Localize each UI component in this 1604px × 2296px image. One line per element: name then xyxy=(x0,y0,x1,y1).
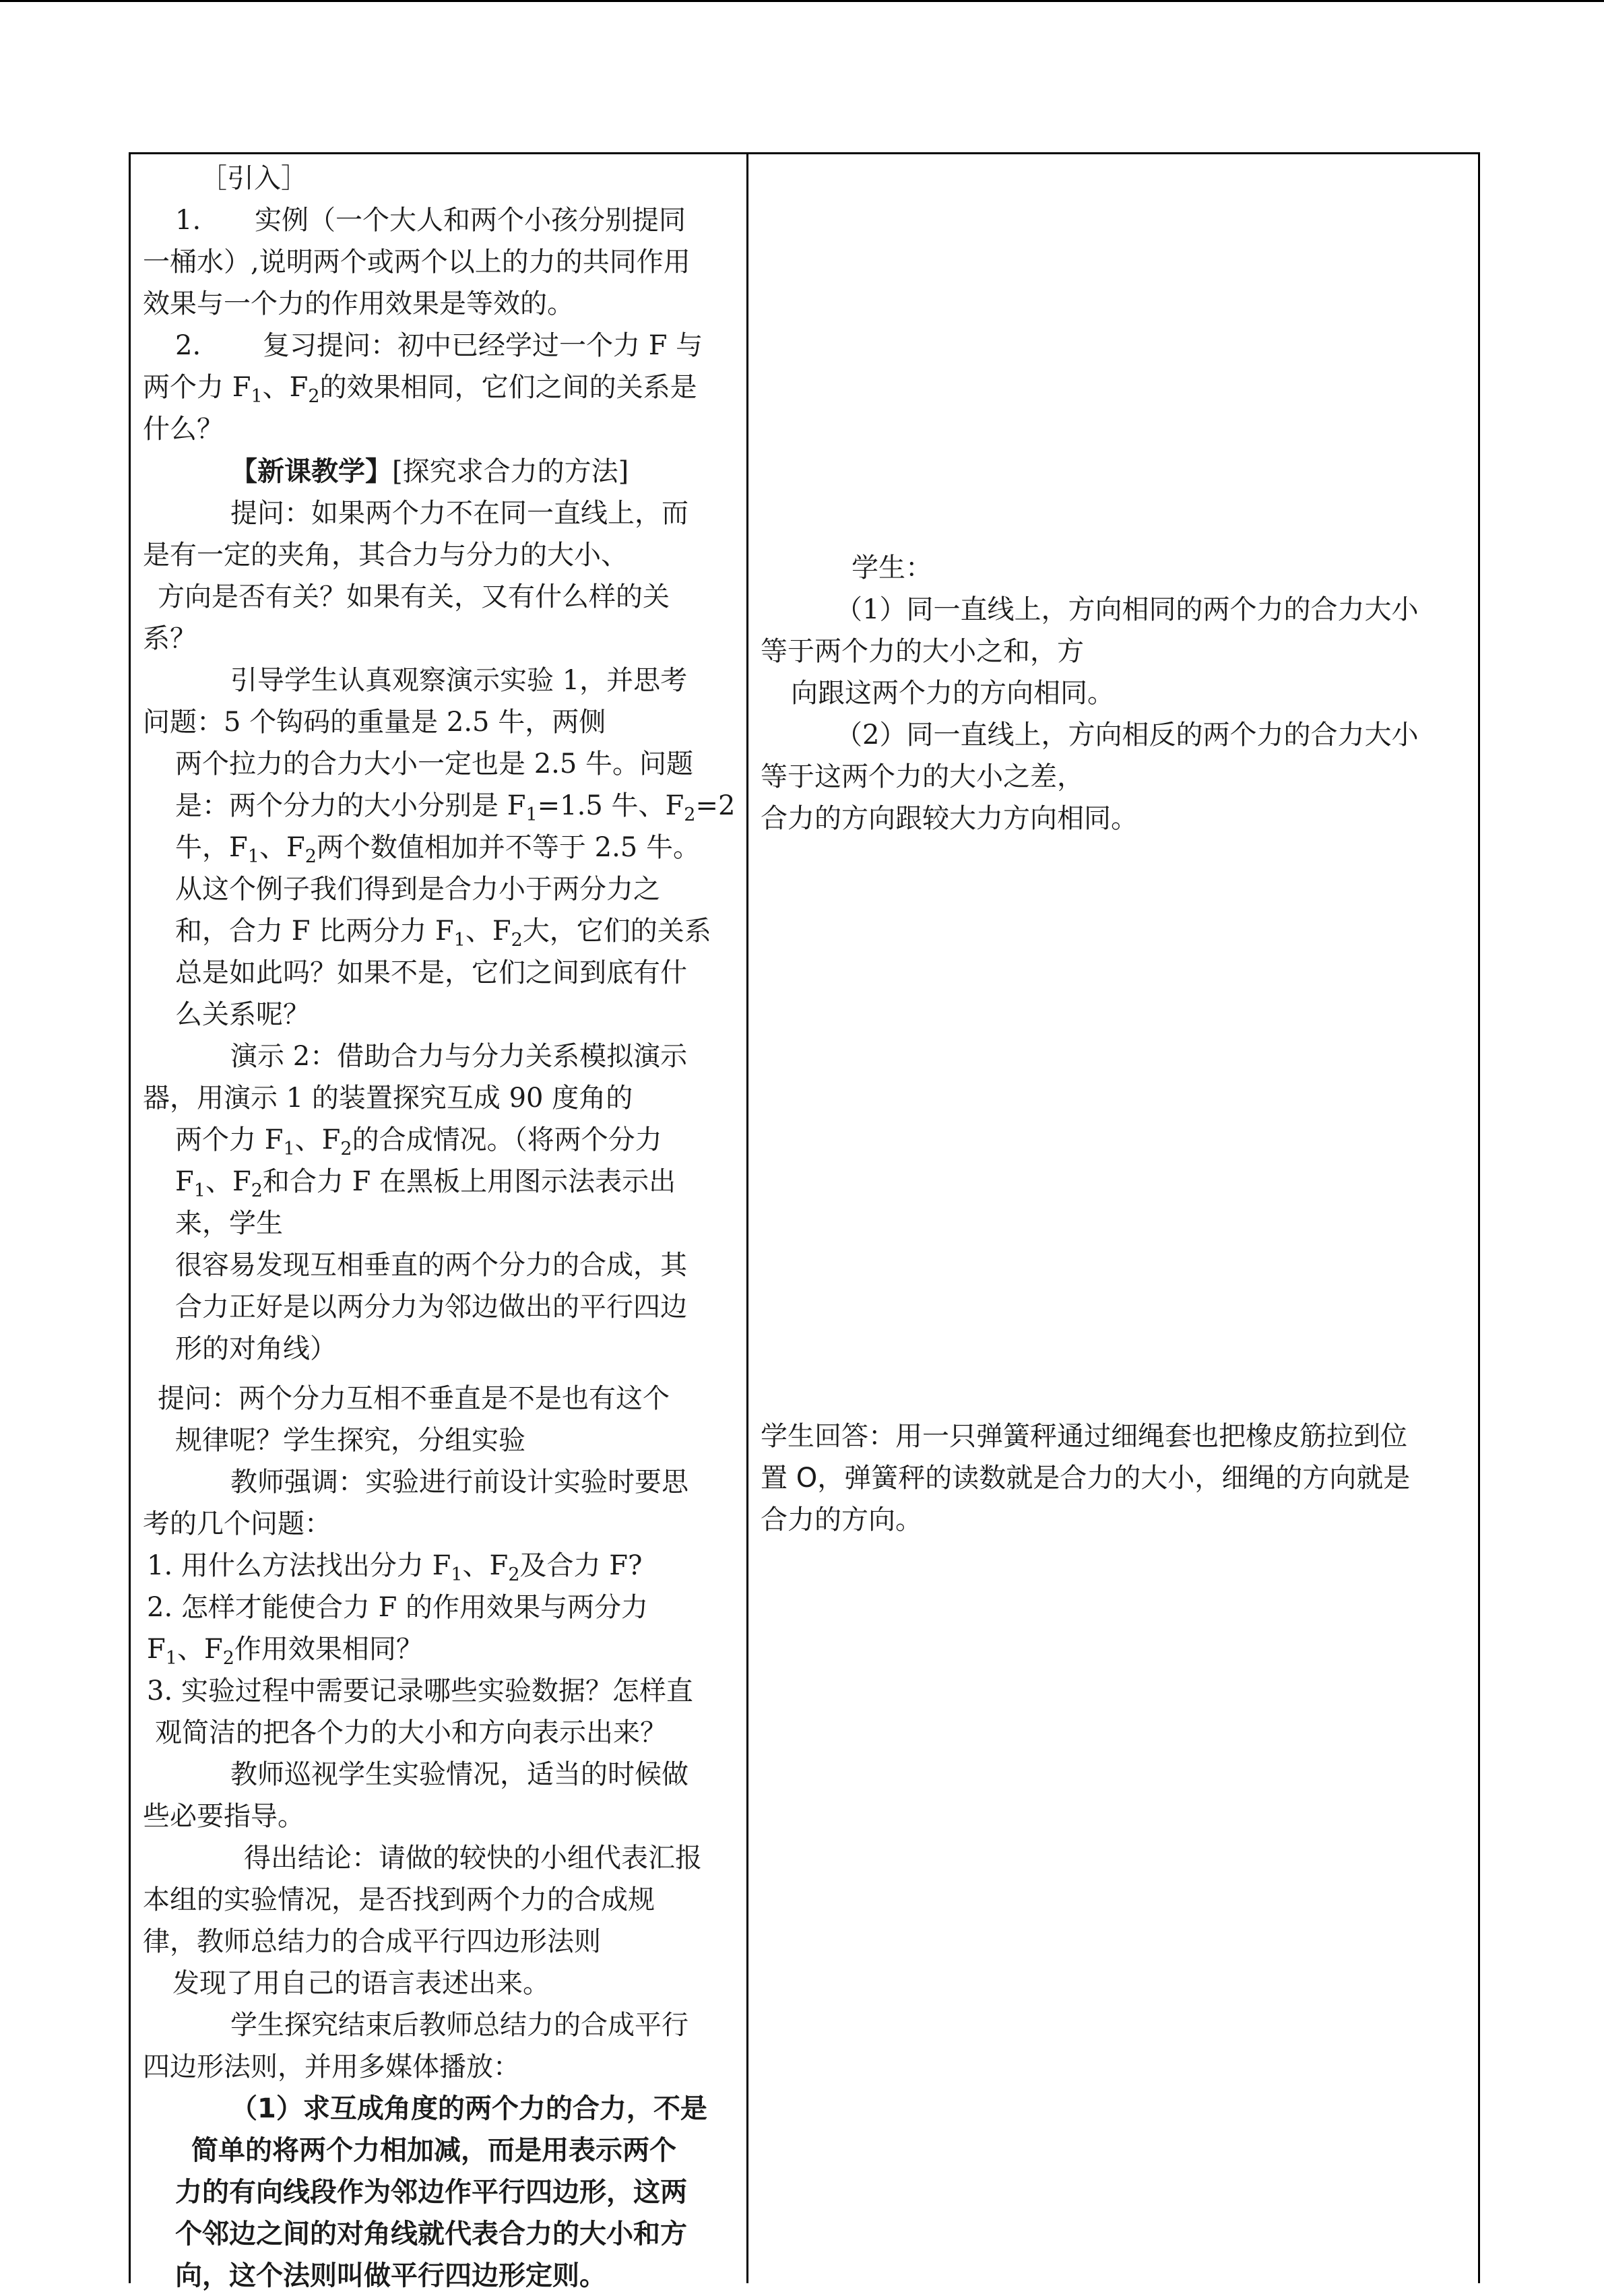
teacher-emphasis-line2: 考的几个问题： xyxy=(143,1508,331,1539)
conclusion-line2: 本组的实验情况，是否找到两个力的合成规 xyxy=(143,1884,655,1915)
right-point2-line1: （2）同一直线上，方向相反的两个力的合力大小 xyxy=(835,720,1419,751)
student-answer-line1: 学生回答：用一只弹簧秤通过细绳套也把橡皮筋拉到位 xyxy=(761,1421,1407,1452)
student-label: 学生： xyxy=(852,552,932,583)
guide-line4: 是：两个分力的大小分别是 $F_1=1.5$ 牛、$F_2=2$ xyxy=(175,790,736,825)
demo-line7: 合力正好是以两分力为邻边做出的平行四边 xyxy=(175,1292,687,1322)
summary-line2: 四边形法则，并用多媒体播放： xyxy=(143,2051,520,2082)
demo-line5: 来，学生 xyxy=(175,1208,283,1239)
question1-line3: 方向是否有关？如果有关，又有什么样的关 xyxy=(158,581,670,612)
right-point2-line2: 等于这两个力的大小之差， xyxy=(761,761,1084,792)
summary-line1: 学生探究结束后教师总结力的合成平行 xyxy=(230,2010,688,2041)
demo-line1: 演示 2：借助合力与分力关系模拟演示 xyxy=(230,1041,688,1072)
right-point1-line3: 向跟这两个力的方向相同。 xyxy=(791,678,1114,709)
item1-line1: 实例（一个大人和两个小孩分别提同 xyxy=(255,205,686,236)
column-divider xyxy=(746,154,748,2283)
rule-line1: （1）求互成角度的两个力的合力，不是 xyxy=(230,2093,707,2124)
question1-line2: 是有一定的夹角，其合力与分力的大小、 xyxy=(143,540,628,571)
guide-line8: 总是如此吗？如果不是，它们之间到底有什 xyxy=(175,957,687,988)
intro-heading: ［引入］ xyxy=(200,163,308,194)
item2-line3: 什么？ xyxy=(143,414,224,445)
demo-line3: 两个力 $F_1$、$F_2$的合成情况。（将两个分力 xyxy=(175,1124,662,1159)
question-list-item2: 2. 怎样才能使合力 F 的作用效果与两分力 xyxy=(147,1592,649,1623)
item1-number: 1. xyxy=(175,205,201,236)
demo-line8: 形的对角线） xyxy=(175,1333,337,1364)
student-answer-line2: 置 O，弹簧秤的读数就是合力的大小，细绳的方向就是 xyxy=(761,1463,1411,1494)
conclusion-line4: 发现了用自己的语言表述出来。 xyxy=(172,1968,550,1999)
rule-line4: 个邻边之间的对角线就代表合力的大小和方 xyxy=(175,2219,687,2250)
patrol-line1: 教师巡视学生实验情况，适当的时候做 xyxy=(230,1759,688,1790)
guide-line2: 问题：5 个钩码的重量是 2.5 牛，两侧 xyxy=(143,707,606,738)
question2-line1: 提问：两个分力互相不垂直是不是也有这个 xyxy=(158,1383,670,1414)
item2-line2: 两个力 $F_1$、$F_2$的效果相同，它们之间的关系是 xyxy=(143,372,697,407)
question-list-item3-cont: 观简洁的把各个力的大小和方向表示出来？ xyxy=(155,1717,667,1748)
question1-line4: 系？ xyxy=(143,623,197,654)
right-point1-line1: （1）同一直线上，方向相同的两个力的合力大小 xyxy=(835,594,1419,625)
item2-number: 2. xyxy=(175,330,201,361)
right-point1-line2: 等于两个力的大小之和，方 xyxy=(761,636,1084,667)
guide-line7: 和，合力 F 比两分力 $F_1$、$F_2$大，它们的关系 xyxy=(175,916,711,951)
rule-line5: 向，这个法则叫做平行四边形定则。 xyxy=(175,2260,606,2291)
guide-line9: 么关系呢？ xyxy=(175,999,310,1030)
page-top-border xyxy=(0,0,1604,2)
conclusion-line1: 得出结论：请做的较快的小组代表汇报 xyxy=(244,1843,702,1874)
guide-line3: 两个拉力的合力大小一定也是 2.5 牛。问题 xyxy=(175,748,694,779)
student-answer-line3: 合力的方向。 xyxy=(761,1504,922,1535)
guide-line6: 从这个例子我们得到是合力小于两分力之 xyxy=(175,874,660,905)
question2-line2: 规律呢？学生探究，分组实验 xyxy=(175,1425,525,1456)
guide-line1: 引导学生认真观察演示实验 1，并思考 xyxy=(230,665,688,696)
patrol-line2: 些必要指导。 xyxy=(143,1801,304,1832)
lesson-table xyxy=(129,152,1480,2291)
demo-line2: 器，用演示 1 的装置探究互成 90 度角的 xyxy=(143,1083,633,1114)
teacher-emphasis-line1: 教师强调：实验进行前设计实验时要思 xyxy=(230,1467,688,1498)
demo-line6: 很容易发现互相垂直的两个分力的合成，其 xyxy=(175,1250,687,1281)
question-list-item1: 1. 用什么方法找出分力 $F_1$、$F_2$及合力 F? xyxy=(147,1550,643,1585)
item1-line2: 一桶水）,说明两个或两个以上的力的共同作用 xyxy=(143,247,691,278)
right-point2-line3: 合力的方向跟较大力方向相同。 xyxy=(761,803,1138,834)
guide-line5: 牛，$F_1$、$F_2$两个数值相加并不等于 2.5 牛。 xyxy=(175,832,700,867)
conclusion-line3: 律，教师总结力的合成平行四边形法则 xyxy=(143,1926,601,1957)
rule-line3: 力的有向线段作为邻边作平行四边形，这两 xyxy=(175,2177,687,2208)
item1-line3: 效果与一个力的作用效果是等效的。 xyxy=(143,288,574,319)
question-list-item3: 3. 实验过程中需要记录哪些实验数据？怎样直 xyxy=(147,1676,693,1707)
demo-line4: $F_1$、$F_2$和合力 F 在黑板上用图示法表示出 xyxy=(175,1166,676,1201)
question1-line1: 提问：如果两个力不在同一直线上，而 xyxy=(230,498,688,529)
item2-line1: 复习提问：初中已经学过一个力 F 与 xyxy=(263,330,703,361)
question-list-item2-cont: $F_1$、$F_2$作用效果相同？ xyxy=(147,1634,423,1669)
rule-line2: 简单的将两个力相加减，而是用表示两个 xyxy=(191,2135,676,2166)
new-lesson-heading: 【新课教学】[探究求合力的方法] xyxy=(230,455,629,487)
